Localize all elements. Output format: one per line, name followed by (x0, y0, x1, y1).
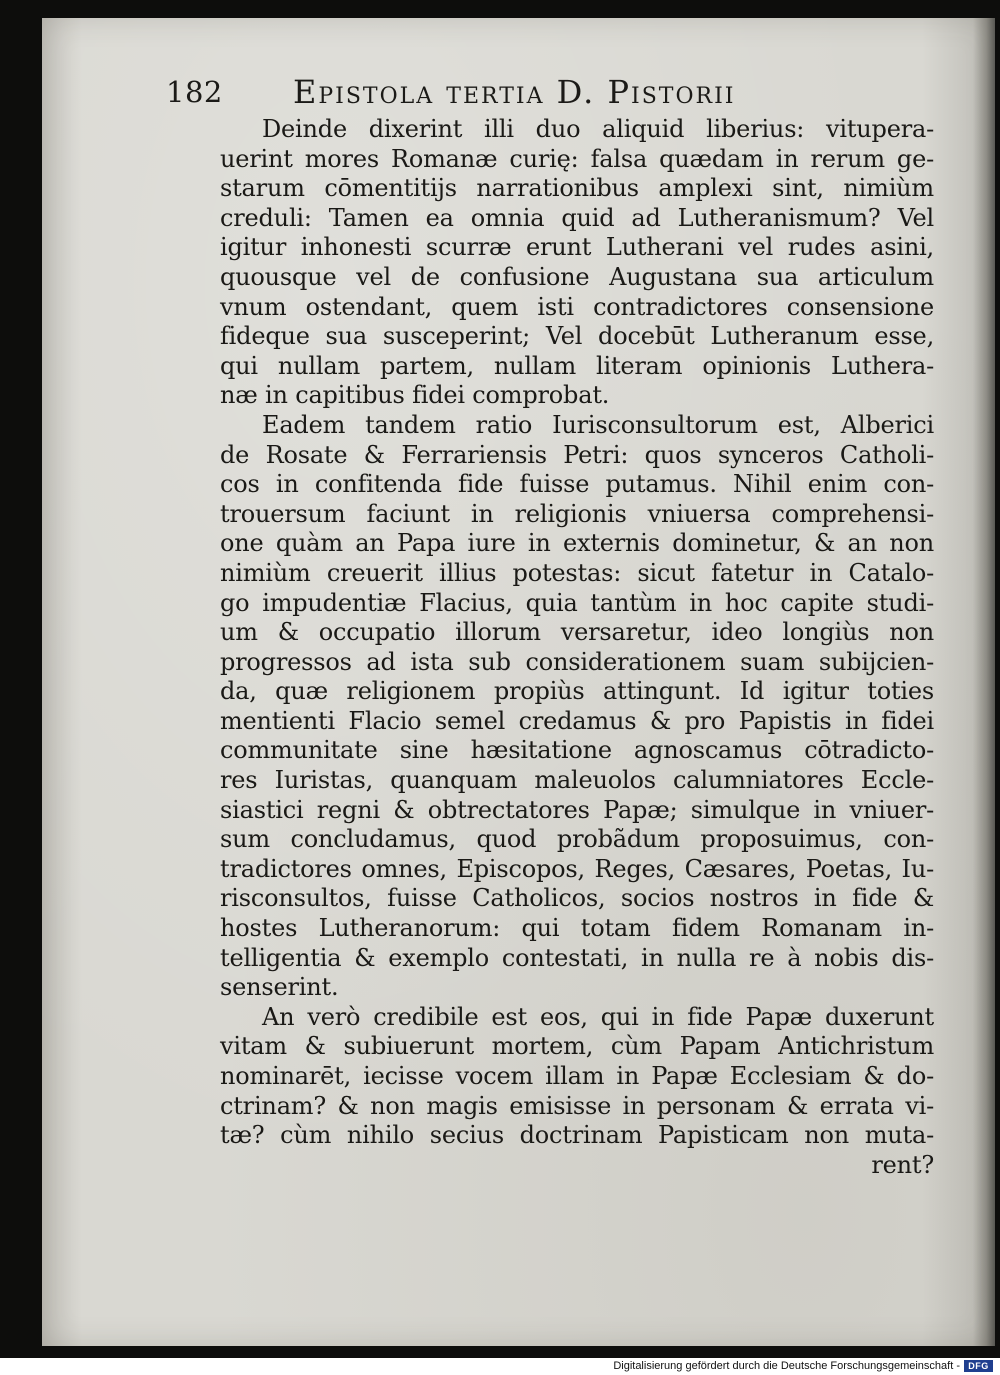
text-line: nominarēt, iecisse vocem illam in Papæ Ecclesiam & do- (220, 1062, 934, 1090)
text-line: igitur inhonesti scurræ erunt Lutherani vel rudes asini, (220, 233, 934, 262)
text-line: um & occupatio illorum versaretur, ideo longiùs non (220, 618, 934, 647)
text-line: fideque sua susceperint; Vel docebūt Lutheranum esse, (220, 322, 934, 351)
text-line: da, quæ religionem propiùs attingunt. Id igitur toties (220, 677, 934, 706)
text-line: vnum ostendant, quem isti contradictores consensione (220, 292, 934, 321)
text-line: mentienti Flacio semel credamus & pro Papistis in fidei (220, 706, 934, 735)
text-line: cos in confitenda fide fuisse putamus. Nihil enim con- (220, 470, 934, 499)
text-line: senserint. (220, 973, 339, 1002)
text-line: vitam & subiuerunt mortem, cùm Papam Antichristum (220, 1032, 934, 1061)
running-title: Epistola tertia D. Pistorii (293, 73, 736, 111)
text-line: hostes Lutheranorum: qui totam fidem Romanam in- (220, 914, 934, 943)
dfg-logo: DFG (964, 1360, 993, 1372)
text-line: Deinde dixerint illi duo aliquid liberius: vitupera- (262, 115, 934, 143)
text-line: starum cōmentitijs narrationibus amplexi sint, nimiùm (220, 174, 934, 203)
body-text (220, 115, 934, 1180)
text-line: tæ? cùm nihilo secius doctrinam Papisticam non muta- (220, 1121, 934, 1150)
text-line: trouersum faciunt in religionis vniuersa comprehensi- (220, 499, 934, 528)
text-line: uerint mores Romanæ curię: falsa quædam in rerum ge- (220, 144, 934, 173)
catchword: rent? (871, 1150, 934, 1179)
text-line: Eadem tandem ratio Iurisconsultorum est, Alberici (262, 410, 934, 439)
text-line: An verò credibile est eos, qui in fide Papæ duxerunt (262, 1002, 934, 1031)
text-line: progressos ad ista sub considerationem suam subijcien- (220, 647, 934, 676)
text-line: siastici regni & obtrectatores Papæ; simulque in vniuer- (220, 795, 934, 824)
text-line: de Rosate & Ferrariensis Petri: quos synceros Catholi- (220, 440, 934, 469)
page-edge-shadow (973, 18, 995, 1346)
text-line: ctrinam? & non magis emisisse in personam & errata vi- (220, 1091, 934, 1120)
text-line: risconsultos, fuisse Catholicos, socios nostros in fide & (220, 884, 934, 913)
text-line: go impudentiæ Flacius, quia tantùm in hoc capite studi- (220, 588, 934, 617)
text-line: tradictores omnes, Episcopos, Reges, Cæsares, Poetas, Iu- (220, 854, 934, 883)
text-line: communitate sine hæsitatione agnoscamus cōtradicto- (220, 736, 934, 765)
text-line: res Iuristas, quanquam maleuolos calumniatores Eccle- (220, 766, 934, 795)
text-line: quousque vel de confusione Augustana sua articulum (220, 262, 934, 291)
text-line: telligentia & exemplo contestati, in nulla re à nobis dis- (220, 943, 934, 972)
text-line: nimiùm creuerit illius potestas: sicut fatetur in Catalo- (220, 558, 934, 587)
text-line: one quàm an Papa iure in externis dominetur, & an non (220, 529, 934, 558)
page-number: 182 (166, 75, 223, 109)
text-line: creduli: Tamen ea omnia quid ad Lutheranismum? Vel (220, 203, 934, 232)
text-line: næ in capitibus fidei comprobat. (220, 381, 610, 410)
footer-bar (0, 1358, 1000, 1375)
funding-credit: Digitalisierung gefördert durch die Deutsche Forschungsgemeinschaft - (613, 1360, 960, 1372)
text-line: qui nullam partem, nullam literam opinionis Luthera- (220, 351, 934, 380)
text-line: sum concludamus, quod probãdum proposuimus, con- (220, 825, 934, 854)
running-head (166, 72, 866, 112)
